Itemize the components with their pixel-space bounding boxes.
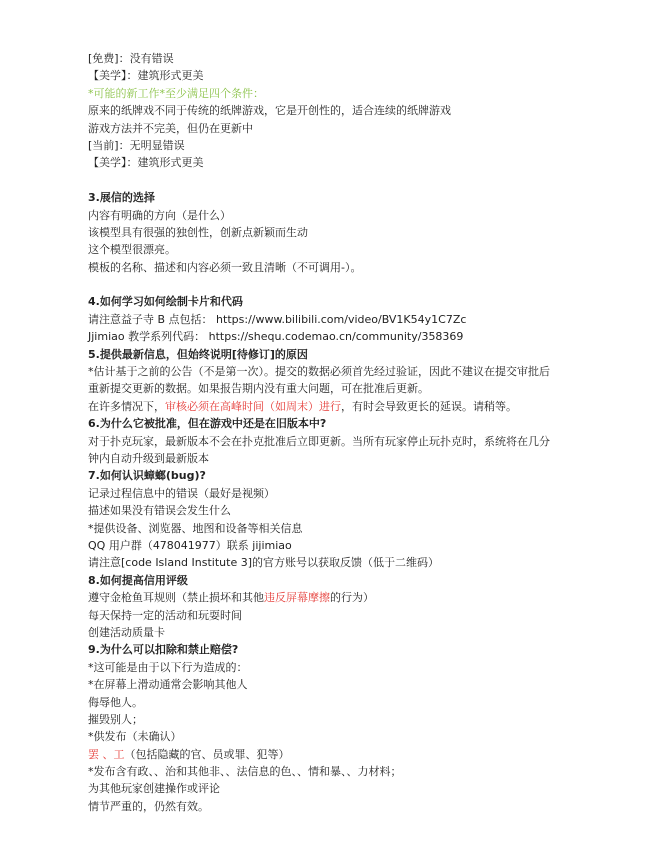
body-text: 这个模型很漂亮。 xyxy=(88,243,176,257)
body-text: *估计基于之前的公告（不是第一次）。提交的数据必须首先经过验证，因此不建议在提交审批后重新提交更新的数据。如果报告期内没有重大问题，可在批准后更新。 xyxy=(88,365,550,396)
section-heading: 3.展信的选择 xyxy=(88,191,155,205)
body-text: 请注意[code Island Institute 3]的官方账号以获取反馈（低于二维码） xyxy=(88,556,440,570)
body-text: 内容有明确的方向（是什么） xyxy=(88,208,231,222)
section-heading: 8.如何提高信用评级 xyxy=(88,573,188,587)
link-label: 请注意益子寺 B 点包括： xyxy=(88,312,213,326)
body-text: *供发布（未确认） xyxy=(88,730,182,744)
section-heading: 4.如何学习如何绘制卡片和代码 xyxy=(88,295,243,309)
section-heading: 6.为什么它被批准，但在游戏中还是在旧版本中? xyxy=(88,417,327,431)
body-text: 情节严重的，仍然有效。 xyxy=(88,799,209,813)
highlight-text: 审核必须在高峰时间（如周末）进行 xyxy=(165,399,341,413)
body-text: 原来的纸牌戏不同于传统的纸牌游戏，它是开创性的，适合连续的纸牌游戏 xyxy=(88,104,451,118)
highlight-text: 罢 xyxy=(88,747,99,761)
body-text: 创建活动质量卡 xyxy=(88,625,165,639)
body-text: 为其他玩家创建操作或评论 xyxy=(88,782,220,796)
body-text: *这可能是由于以下行为造成的： xyxy=(88,660,248,674)
current-status: [当前]：无明显错误 xyxy=(88,138,185,152)
section-heading: 5.提供最新信息，但始终说明[待修订]的原因 xyxy=(88,347,308,361)
body-text: 每天保持一定的活动和玩耍时间 xyxy=(88,608,242,622)
body-text: 模板的名称、描述和内容必须一致且清晰（不可调用-）。 xyxy=(88,260,362,274)
strike-note xyxy=(88,746,558,763)
highlight-text: 工 xyxy=(113,747,125,761)
body-text: 对于扑克玩家，最新版本不会在扑克批准后立即更新。当所有玩家停止玩扑克时，系统将在几分钟内自动升级到最新版本 xyxy=(88,434,550,466)
section-heading: 9.为什么可以扣除和禁止赔偿? xyxy=(88,643,239,657)
aesthetics-note: 【美学】：建筑形式更美 xyxy=(88,156,204,170)
highlight-text: 违反屏幕摩擦 xyxy=(264,591,330,605)
link-label: Jjimiao 教学系列代码： xyxy=(88,330,206,344)
section-heading: 7.如何认识蟑螂(bug)? xyxy=(88,469,206,483)
text-span: ，有时会导致更长的延误。请稍等。 xyxy=(341,399,517,413)
text-span: （包括隐藏的官、员或罪、犯等） xyxy=(124,747,290,761)
body-text: 描述如果没有错误会发生什么 xyxy=(88,504,231,518)
qq-group-contact: QQ 用户群（478041977）联系 jijimiao xyxy=(88,539,292,552)
body-text: 该模型具有很强的独创性，创新点新颖而生动 xyxy=(88,225,308,239)
text-span: 的行为） xyxy=(330,591,374,605)
body-text: 记录过程信息中的错误（最好是视频） xyxy=(88,486,275,500)
document-body xyxy=(88,50,558,815)
rules-note xyxy=(88,589,558,606)
body-text: *在屏幕上滑动通常会影响其他人 xyxy=(88,678,248,692)
body-text: 摧毁别人； xyxy=(88,712,143,726)
codemao-link-line xyxy=(88,328,558,345)
free-status: [免费]：没有错误 xyxy=(88,52,174,65)
body-text: 侮辱他人。 xyxy=(88,695,143,709)
aesthetics-note: 【美学】：建筑形式更美 xyxy=(88,69,204,83)
body-text: *提供设备、浏览器、地图和设备等相关信息 xyxy=(88,521,303,535)
bilibili-link[interactable]: https://www.bilibili.com/video/BV1K54y1C7Zc xyxy=(216,312,467,326)
bilibili-link-line xyxy=(88,311,558,328)
text-span: 在许多情况下， xyxy=(88,399,165,413)
new-work-conditions-note: *可能的新工作*至少满足四个条件： xyxy=(88,86,264,100)
review-delay-note xyxy=(88,398,558,415)
highlight-text: 、 xyxy=(99,747,114,761)
text-span: 遵守金枪鱼耳规则（禁止损坏和其他 xyxy=(88,591,264,605)
body-text: 游戏方法并不完美，但仍在更新中 xyxy=(88,121,253,135)
codemao-link[interactable]: https://shequ.codemao.cn/community/358369 xyxy=(208,330,464,344)
body-text: *发布含有政、、治和其他非、、法信息的色、、情和暴、、力材料； xyxy=(88,765,402,779)
